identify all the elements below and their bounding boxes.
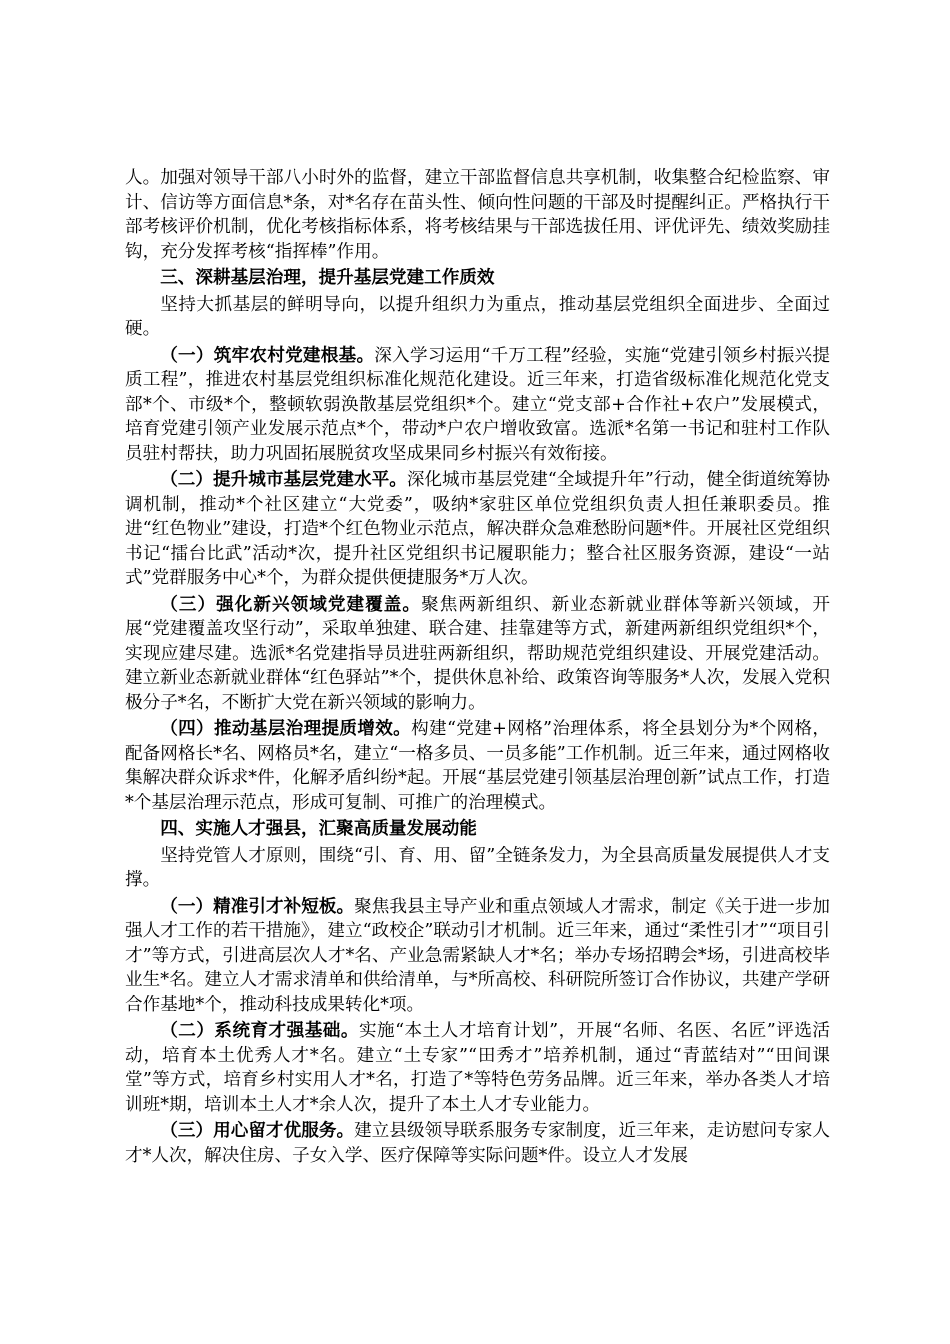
heading-text: 四、实施人才强县，汇聚高质量发展动能 [160, 818, 477, 839]
subheading-lead: （一）筑牢农村党建根基。 [160, 344, 375, 366]
subheading-lead: （四）推动基层治理提质增效。 [160, 718, 412, 739]
paragraph-intro-continuation [125, 166, 830, 264]
paragraph-text: 坚持大抓基层的鲜明导向，以提升组织力为重点，推动基层党组织全面进步、全面过硬。 [125, 294, 830, 339]
paragraph-urban-party-building [125, 468, 830, 591]
paragraph-text: 人。加强对领导干部八小时外的监督，建立干部监督信息共享机制，收集整合纪检监察、审计、信访等方面信息*条，对*名存在苗头性、倾向性问题的干部及时提醒纠正。严格执行干部考核评价机制，优化考核指标体系，将考核结果与干部选拔任用、评优评先、绩效奖励挂钩，充分发挥考核“指挥棒”作用。 [125, 168, 830, 262]
paragraph-text: 聚焦两新组织、新业态新就业群体等新兴领域，开展“党建覆盖攻坚行动”，采取单独建、联合建、挂靠建等方式，新建两新组织党组织*个，实现应建尽建。选派*名党建指导员进驻两新组织，帮助规范党组织建设、开展党建活动。建立新业态新就业群体“红色驿站”*个，提供休息补给、政策咨询等服务*人次，发展入党积极分子*名，不断扩大党在新兴领域的影响力。 [125, 594, 830, 713]
document-body [125, 166, 830, 1170]
paragraph-text: 构建“党建+网格”治理体系，将全县划分为*个网格，配备网格长*名、网格员*名，建立“一格多员、一员多能”工作机制。近三年来，通过网格收集解决群众诉求*件，化解矛盾纠纷*起。开展“基层党建引领基层治理创新”试点工作，打造*个基层治理示范点，形成可复制、可推广的治理模式。 [125, 719, 830, 813]
paragraph-talent-attraction [125, 895, 830, 1018]
paragraph-text: 坚持党管人才原则，围绕“引、育、用、留”全链条发力，为全县高质量发展提供人才支撑。 [125, 845, 830, 890]
subheading-lead: （二）系统育才强基础。 [160, 1020, 359, 1041]
paragraph-text: 聚焦我县主导产业和重点领域人才需求，制定《关于进一步加强人才工作的若干措施》，建立“政校企”联动引才机制。近三年来，通过“柔性引才”“项目引才”等方式，引进高层次人才*名、产业急需紧缺人才*名；举办专场招聘会*场，引进高校毕业生*名。建立人才需求清单和供给清单，与*所高校、科研院所签订合作协议，共建产学研合作基地*个，推动科技成果转化*项。 [125, 896, 830, 1015]
paragraph-section-three-intro [125, 293, 830, 342]
paragraph-new-sectors-coverage [125, 593, 830, 716]
subheading-lead: （三）用心留才优服务。 [160, 1120, 355, 1141]
paragraph-text: 深化城市基层党建“全域提升年”行动，健全街道统筹协调机制，推动*个社区建立“大党委”，吸纳*家驻区单位党组织负责人担任兼职委员。推进“红色物业”建设，打造*个红色物业示范点，解决群众急难愁盼问题*件。开展社区党组织书记“擂台比武”活动*次，提升社区党组织书记履职能力；整合社区服务资源，建设“一站式”党群服务中心*个，为群众提供便捷服务*万人次。 [125, 470, 830, 588]
paragraph-rural-party-building [125, 344, 830, 467]
paragraph-text: 深入学习运用“千万工程”经验，实施“党建引领乡村振兴提质工程”，推进农村基层党组织标准化规范化建设。近三年来，打造省级标准化规范化党支部*个、市级*个，整顿软弱涣散基层党组织*个。建立“党支部+合作社+农户”发展模式，培育党建引领产业发展示范点*个，带动*户农户增收致富。选派*名第一书记和驻村工作队员驻村帮扶，助力巩固拓展脱贫攻坚成果同乡村振兴有效衔接。 [125, 345, 830, 464]
paragraph-talent-cultivation [125, 1019, 830, 1117]
section-heading-three [125, 266, 830, 291]
paragraph-talent-retention [125, 1119, 830, 1168]
subheading-lead: （一）精准引才补短板。 [160, 895, 355, 917]
section-heading-four [125, 817, 830, 842]
paragraph-text: 实施“本土人才培育计划”，开展“名师、名医、名匠”评选活动，培育本土优秀人才*名。建立“土专家”“田秀才”培养机制，通过“青蓝结对”“田间课堂”等方式，培育乡村实用人才*名，打造了*等特色劳务品牌。近三年来，举办各类人才培训班*期，培训本土人才*余人次，提升了本土人才专业能力。 [125, 1021, 830, 1115]
paragraph-grassroots-governance [125, 717, 830, 815]
heading-text: 三、深耕基层治理，提升基层党建工作质效 [160, 267, 495, 288]
paragraph-section-four-intro [125, 844, 830, 893]
subheading-lead: （二）提升城市基层党建水平。 [160, 469, 407, 490]
paragraph-text: 建立县级领导联系服务专家制度，近三年来，走访慰问专家人才*人次，解决住房、子女入学、医疗保障等实际问题*件。设立人才发展 [125, 1121, 830, 1166]
subheading-lead: （三）强化新兴领域党建覆盖。 [160, 593, 422, 615]
